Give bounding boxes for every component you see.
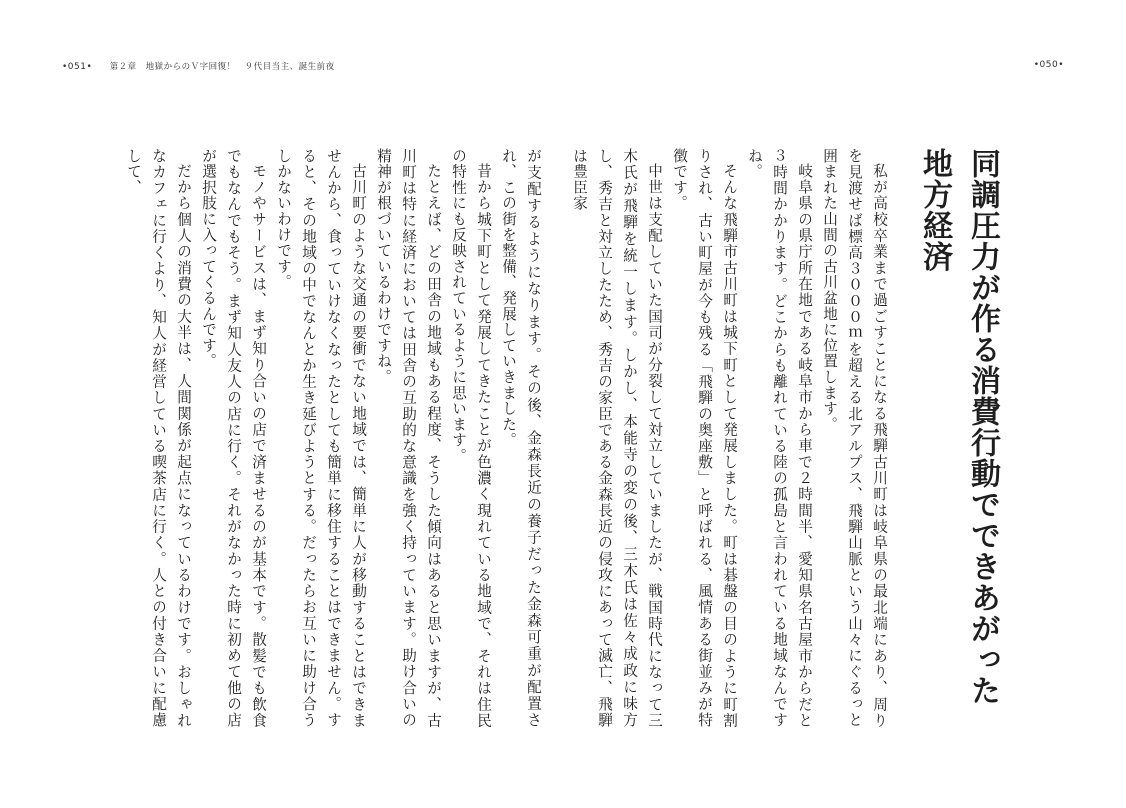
left-page-body	[46, 148, 546, 728]
paragraph: だから個人の消費の大半は、人間関係が起点になっているわけです。おしゃれなカフェに行くより、知人が経営している喫茶店に行く。人との付き合いに配慮して、	[125, 148, 192, 728]
paragraph: 古川町のような交通の要衝でない地域では、簡単に人が移動することはできませんから、食っていけなくなったとしても簡単に移住することはできません。すると、その地域の中でなんとか生き延びようとする。だったらお互いに助け合うしかないわけです。	[275, 148, 367, 728]
paragraph: そんな飛騨市古川町は城下町として発展しました。町は碁盤の目のように町割りされ、古い町屋が今も残る「飛騨の奥座敷」と呼ばれる、風情ある街並みが特徴です。	[671, 148, 738, 728]
left-page-number: •051•	[62, 62, 93, 72]
paragraph: 岐阜県の県庁所在地である岐阜市から車で２時間半、愛知県名古屋市からだと３時間かかります。どこからも離れている陸の孤島と言われている地域なんですね。	[746, 148, 813, 728]
paragraph: 私が高校卒業まで過ごすことになる飛騨古川町は岐阜県の最北端にあり、周りを見渡せば標高３０００ｍを超える北アルプス、飛騨山脈という山々にぐるっと囲まれた山間の古川盆地に位置します。	[821, 148, 888, 728]
paragraph: たとえば、どの田舎の地域もある程度、そうした傾向はあると思いますが、古川町は特に経済においては田舎の互助的な意識を強く持っています。助け合いの精神が根づいているわけですね。	[375, 148, 442, 728]
right-page-number: •050•	[1033, 60, 1064, 70]
right-page-body	[566, 148, 1006, 728]
paragraph: 中世は支配していた国司が分裂して対立していましたが、戦国時代になって三木氏が飛騨を統一します。しかし、本能寺の変の後、三木氏は佐々成政に味方し、秀吉と対立したため、秀吉の家臣である金森長近の侵攻にあって滅亡、飛騨は豊臣家	[571, 148, 663, 728]
running-title: 第２章 地獄からのＶ字回復！ ９代目当主、誕生前夜	[109, 62, 335, 72]
paragraph: 昔から城下町として発展してきたことが色濃く現れている地域で、それは住民の特性にも反映されているように思います。	[450, 148, 492, 728]
section-title: 同調圧力が作る消費行動でできあがった地方経済	[917, 148, 1000, 706]
paragraph-continued: が支配するようになります。その後、金森長近の養子だった金森可重が配置され、この街を整備、発展していきました。	[500, 148, 542, 728]
left-page-header	[62, 60, 335, 72]
paragraph: モノやサービスは、まず知り合いの店で済ませるのが基本です。散髪でも飲食でもなんでもそう。まず知人友人の店に行く。それがなかった時に初めて他の店が選択肢に入ってくるんです。	[200, 148, 267, 728]
